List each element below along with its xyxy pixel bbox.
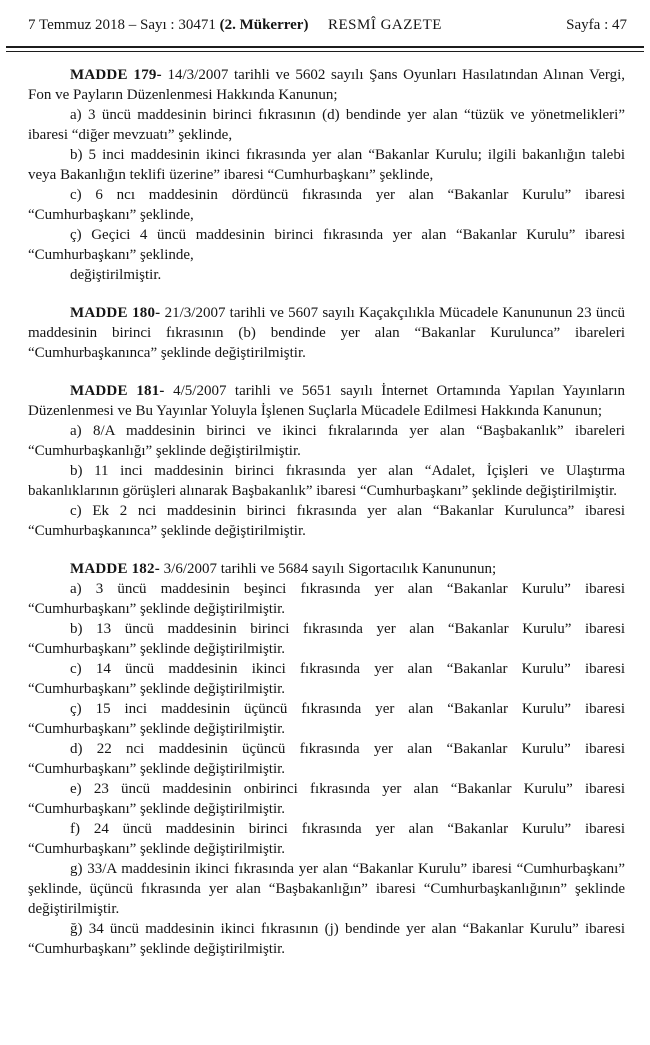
paragraph-text: değiştirilmiştir. xyxy=(70,267,162,283)
madde-181-item-c xyxy=(28,501,625,541)
madde-179-closing xyxy=(28,265,625,285)
madde-181-intro xyxy=(28,381,625,421)
paragraph-text: b) 11 inci maddesinin birinci fıkrasında yer alan “Adalet, İçişleri ve Ulaştırma bakanlıklarının görüşleri alınarak Başbakanlık” ibaresi “Cumhurbaşkanı” şeklinde değiştirilmiştir. xyxy=(28,463,625,499)
madde-182-section xyxy=(28,559,625,959)
madde-182-item-c xyxy=(28,659,625,699)
madde-181-label: MADDE 181- xyxy=(70,383,165,399)
madde-179-item-cc xyxy=(28,225,625,265)
paragraph-text: a) 3 üncü maddesinin birinci fıkrasının (d) bendinde yer alan “tüzük ve yönetmelikleri” ibaresi “diğer mevzuatı” şeklinde, xyxy=(28,107,625,143)
paragraph-text: b) 5 inci maddesinin ikinci fıkrasında yer alan “Bakanlar Kurulu; ilgili bakanlığın talebi veya Bakanlığın teklifi üzerine” ibaresi “Cumhurbaşkanı” şeklinde, xyxy=(28,147,625,183)
madde-181-section xyxy=(28,381,625,541)
madde-182-item-d xyxy=(28,739,625,779)
paragraph-text: c) 6 ncı maddesinin dördüncü fıkrasında yer alan “Bakanlar Kurulu” ibaresi “Cumhurbaşkanı” şeklinde, xyxy=(28,187,625,223)
paragraph-text: d) 22 nci maddesinin üçüncü fıkrasında yer alan “Bakanlar Kurulu” ibaresi “Cumhurbaşkanı” şeklinde değiştirilmiştir. xyxy=(28,741,625,777)
madde-179-item-a xyxy=(28,105,625,145)
paragraph-text: ğ) 34 üncü maddesinin ikinci fıkrasının (j) bendinde yer alan “Bakanlar Kurulu” ibaresi “Cumhurbaşkanı” şeklinde değiştirilmiştir. xyxy=(28,921,625,957)
gazette-title: RESMÎ GAZETE xyxy=(328,17,442,33)
header-date-issue xyxy=(28,17,308,34)
paragraph-text: b) 13 üncü maddesinin birinci fıkrasında yer alan “Bakanlar Kurulu” ibaresi “Cumhurbaşkanı” şeklinde değiştirilmiştir. xyxy=(28,621,625,657)
paragraph-text: c) 14 üncü maddesinin ikinci fıkrasında yer alan “Bakanlar Kurulu” ibaresi “Cumhurbaşkanı” şeklinde değiştirilmiştir. xyxy=(28,661,625,697)
header-mukerrer-label: (2. Mükerrer) xyxy=(219,17,309,33)
madde-182-item-e xyxy=(28,779,625,819)
madde-179-item-c xyxy=(28,185,625,225)
paragraph-text: a) 3 üncü maddesinin beşinci fıkrasında yer alan “Bakanlar Kurulu” ibaresi “Cumhurbaşkanı” şeklinde değiştirilmiştir. xyxy=(28,581,625,617)
madde-181-item-a xyxy=(28,421,625,461)
madde-182-item-b xyxy=(28,619,625,659)
document-body xyxy=(28,65,625,959)
paragraph-text: ç) Geçici 4 üncü maddesinin birinci fıkrasında yer alan “Bakanlar Kurulu” ibaresi “Cumhurbaşkanı” şeklinde, xyxy=(28,227,625,263)
paragraph-text: a) 8/A maddesinin birinci ve ikinci fıkralarında yer alan “Başbakanlık” ibareleri “Cumhurbaşkanlığı” şeklinde değiştirilmiştir. xyxy=(28,423,625,459)
paragraph-text: ç) 15 inci maddesinin üçüncü fıkrasında yer alan “Bakanlar Kurulu” ibaresi “Cumhurbaşkanı” şeklinde değiştirilmiştir. xyxy=(28,701,625,737)
madde-180-label: MADDE 180- xyxy=(70,305,161,321)
paragraph-text: c) Ek 2 nci maddesinin birinci fıkrasında yer alan “Bakanlar Kurulunca” ibaresi “Cumhurbaşkanınca” şeklinde değiştirilmiştir. xyxy=(28,503,625,539)
paragraph-text: 14/3/2007 tarihli ve 5602 sayılı Şans Oyunları Hasılatından Alınan Vergi, Fon ve Payların Düzenlenmesi Hakkında Kanunun; xyxy=(28,67,625,103)
paragraph-text: 3/6/2007 tarihli ve 5684 sayılı Sigortacılık Kanununun; xyxy=(159,561,497,577)
madde-179-intro xyxy=(28,65,625,105)
madde-182-item-a xyxy=(28,579,625,619)
madde-182-item-f xyxy=(28,819,625,859)
header-double-rule xyxy=(6,46,644,52)
madde-182-item-gg xyxy=(28,919,625,959)
madde-182-item-cc xyxy=(28,699,625,739)
page-number-label: Sayfa : 47 xyxy=(566,17,627,33)
madde-182-intro xyxy=(28,559,625,579)
header-date-text: 7 Temmuz 2018 – Sayı : 30471 xyxy=(28,17,220,33)
madde-180-intro xyxy=(28,303,625,363)
madde-180-section xyxy=(28,303,625,363)
paragraph-text: g) 33/A maddesinin ikinci fıkrasında yer alan “Bakanlar Kurulu” ibaresi “Cumhurbaşkanı” şeklinde, üçüncü fıkrasında yer alan “Başbakanlığın” ibaresi “Cumhurbaşkanlığının” şeklinde değiştirilmiştir. xyxy=(28,861,625,917)
paragraph-text: e) 23 üncü maddesinin onbirinci fıkrasında yer alan “Bakanlar Kurulu” ibaresi “Cumhurbaşkanı” şeklinde değiştirilmiştir. xyxy=(28,781,625,817)
madde-181-item-b xyxy=(28,461,625,501)
madde-179-section xyxy=(28,65,625,285)
paragraph-text: 4/5/2007 tarihli ve 5651 sayılı İnternet Ortamında Yapılan Yayınların Düzenlenmesi ve Bu Yayınlar Yoluyla İşlenen Suçlarla Mücadele Edilmesi Hakkında Kanunun; xyxy=(28,383,625,419)
madde-182-label: MADDE 182- xyxy=(70,561,160,577)
paragraph-text: 21/3/2007 tarihli ve 5607 sayılı Kaçakçılıkla Mücadele Kanununun 23 üncü maddesinin birinci fıkrasının (b) bendinde yer alan “Bakanlar Kurulunca” ibareleri “Cumhurbaşkanınca” şeklinde değiştirilmiştir. xyxy=(28,305,626,361)
madde-179-item-b xyxy=(28,145,625,185)
paragraph-text: f) 24 üncü maddesinin birinci fıkrasında yer alan “Bakanlar Kurulu” ibaresi “Cumhurbaşkanı” şeklinde değiştirilmiştir. xyxy=(28,821,625,857)
madde-182-item-g xyxy=(28,859,625,919)
page-header xyxy=(0,0,650,43)
madde-179-label: MADDE 179- xyxy=(70,67,162,83)
